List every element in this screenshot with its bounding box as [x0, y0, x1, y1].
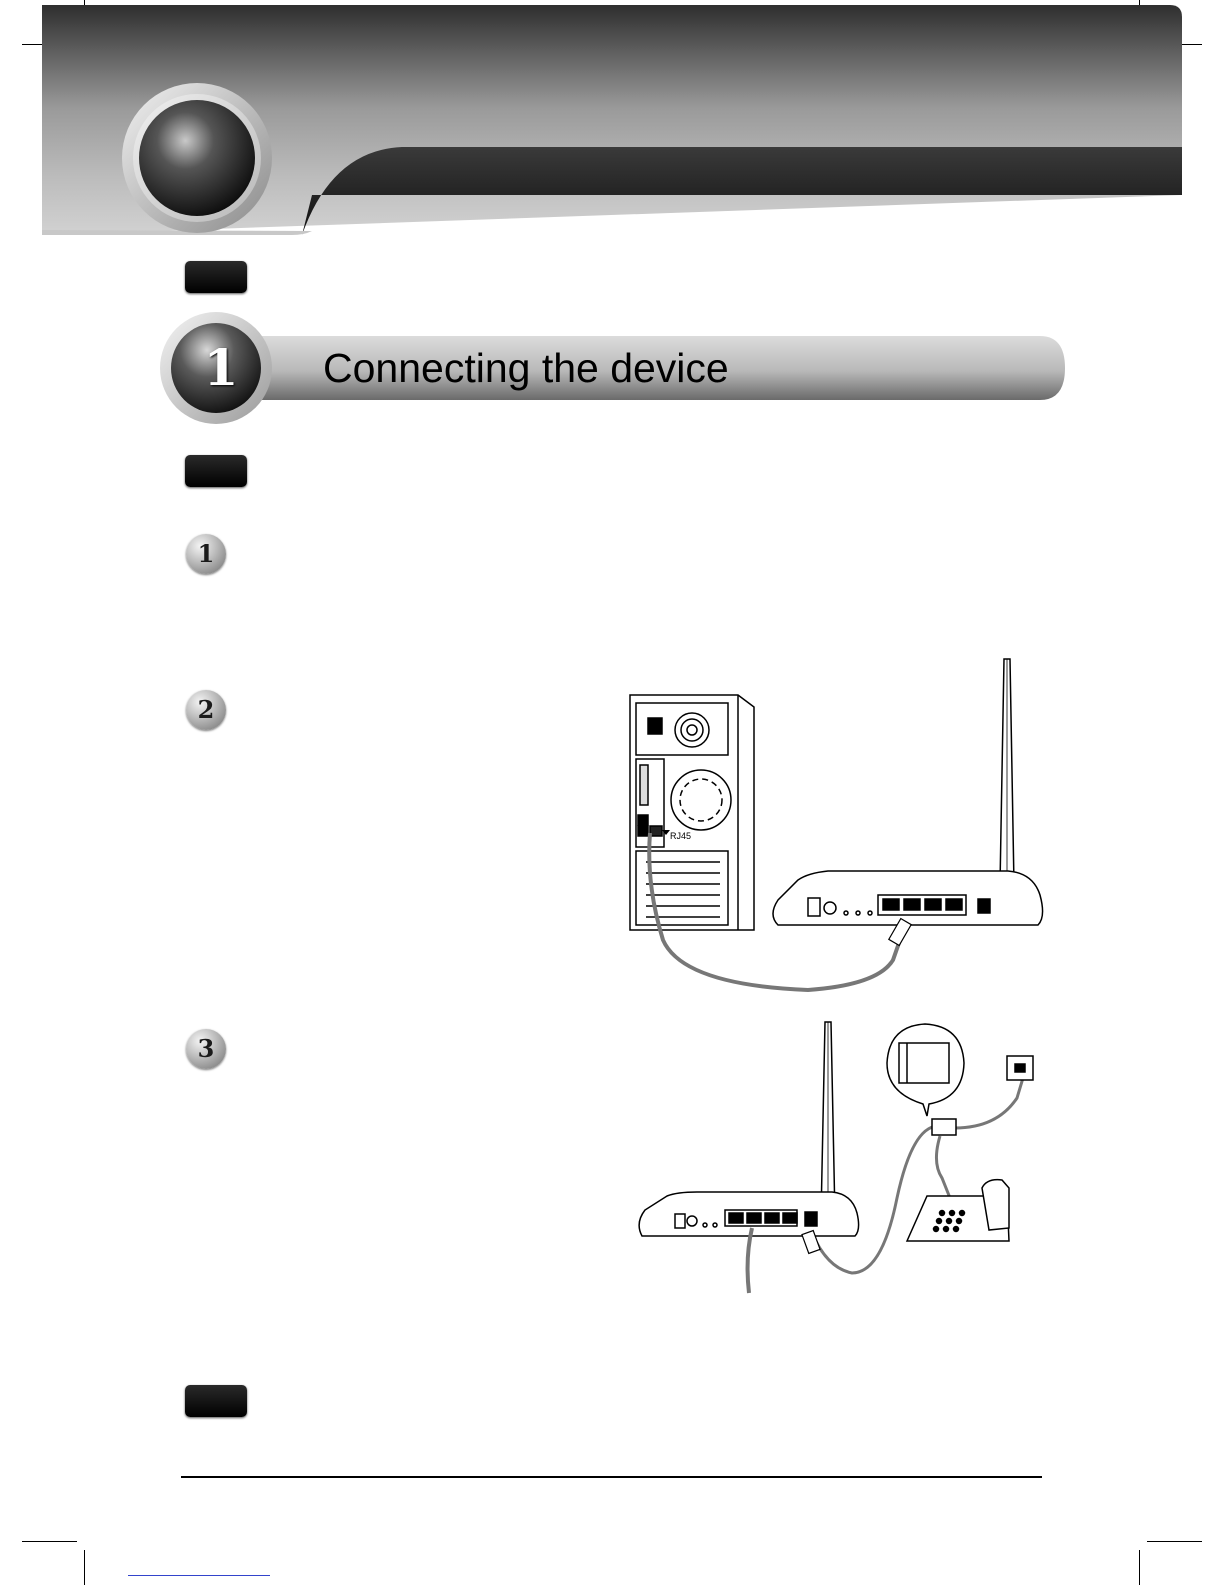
rj45-label: RJ45: [670, 831, 692, 841]
router-antenna: [821, 1022, 835, 1218]
pc-router-connection-diagram: [628, 655, 1058, 1000]
footer-rule: [181, 1476, 1042, 1478]
step-number: 2: [197, 695, 215, 724]
header-banner: [42, 5, 1182, 235]
black-tab: [185, 261, 247, 293]
crop-mark: [84, 1550, 85, 1585]
section-number: 1: [203, 338, 239, 397]
link-underline[interactable]: [128, 1575, 270, 1576]
splitter-illustration: [932, 1119, 956, 1135]
crop-mark: [1147, 1541, 1202, 1542]
step-badge-3: [186, 1029, 226, 1069]
black-tab: [185, 1385, 247, 1417]
router-splitter-phone-diagram: [637, 1018, 1047, 1298]
phone-line-cable: [936, 1136, 952, 1203]
splitter-callout: [887, 1024, 964, 1116]
black-tab: [185, 455, 247, 487]
telephone-illustration: [907, 1180, 1009, 1241]
step-number: 1: [197, 539, 215, 568]
step-badge-2: [186, 690, 226, 730]
wall-socket-illustration: [1007, 1056, 1033, 1080]
step-number: 3: [197, 1034, 215, 1063]
router-antenna: [1000, 659, 1014, 885]
ethernet-cable: [748, 1228, 752, 1293]
crop-mark: [22, 1541, 77, 1542]
wall-cable: [955, 1078, 1023, 1128]
crop-mark: [1139, 1550, 1140, 1585]
router-illustration: [639, 1192, 858, 1236]
pc-tower-illustration: [630, 695, 754, 930]
router-illustration: [773, 871, 1043, 925]
section-title: Connecting the device: [323, 345, 729, 391]
step-badge-1: [186, 534, 226, 574]
